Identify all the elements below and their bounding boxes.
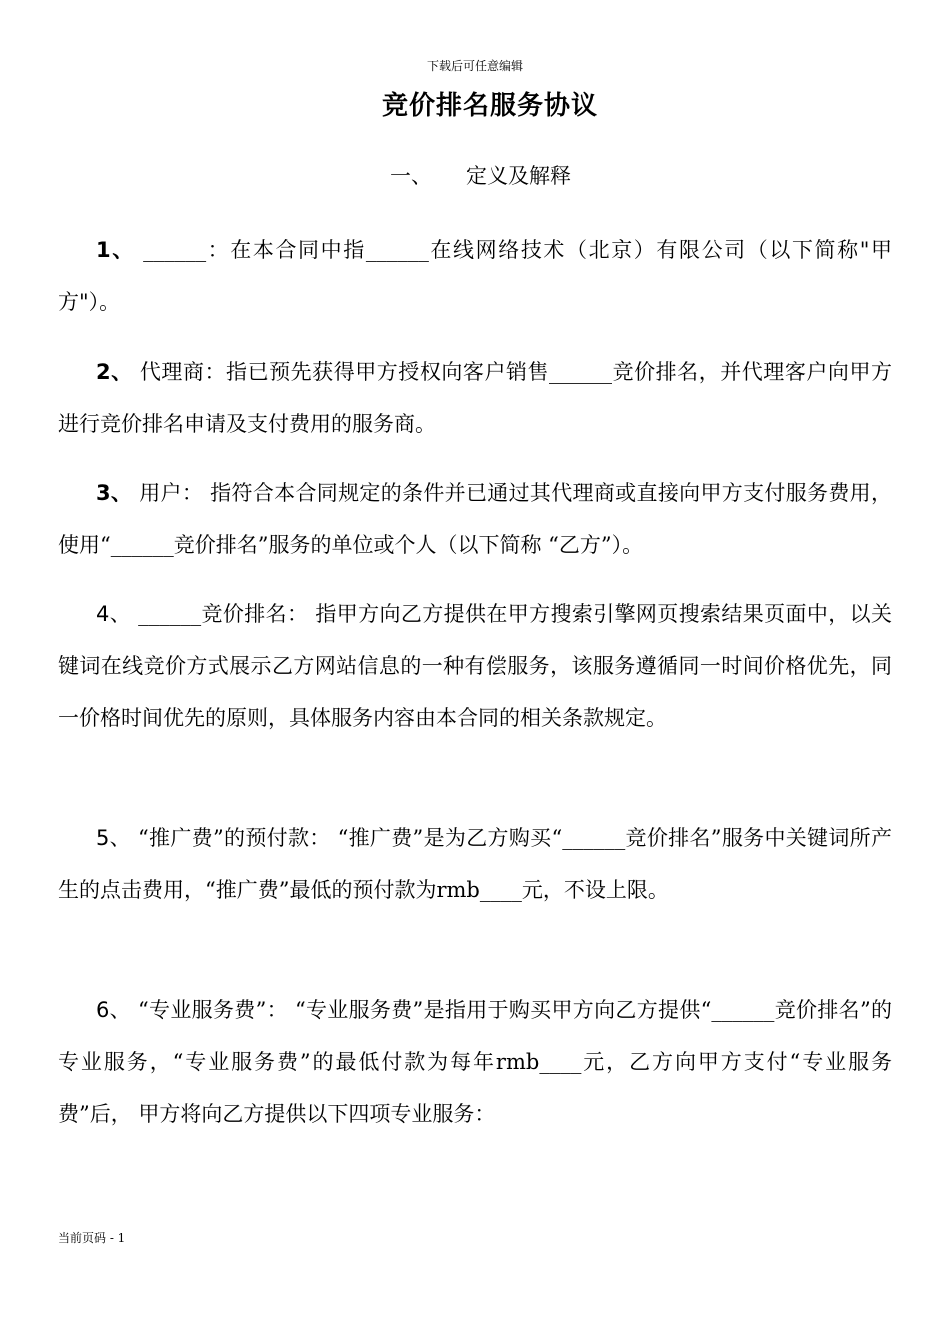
- section-title: 定义及解释: [466, 164, 571, 188]
- clause-number: 4、: [96, 602, 132, 626]
- clause-5: [58, 812, 892, 916]
- clause-number: 1、: [96, 238, 135, 262]
- clause-number: 3、: [96, 481, 133, 505]
- clause-text: ______竞价排名： 指甲方向乙方提供在甲方搜索引擎网页搜索结果页面中，以关键词在线竞价方式展示乙方网站信息的一种有偿服务，该服务遵循同一时间价格优先，同一价格时间优先的原则，具体服务内容由本合同的相关条款规定。: [58, 602, 892, 730]
- clause-4: [58, 588, 892, 744]
- page-number-label: 当前页码 - 1: [58, 1231, 126, 1245]
- clause-text: “专业服务费”： “专业服务费”是指用于购买甲方向乙方提供“______竞价排名”的专业服务，“专业服务费”的最低付款为每年rmb____元，乙方向甲方支付“专业服务费”后， 甲方将向乙方提供以下四项专业服务：: [58, 998, 892, 1126]
- header-note: 下载后可任意编辑: [426, 59, 523, 73]
- document-title: 竞价排名服务协议: [381, 91, 598, 121]
- clause-3: [58, 467, 892, 571]
- clause-text: 用户： 指符合本合同规定的条件并已通过其代理商或直接向甲方支付服务费用，使用“______竞价排名”服务的单位或个人（以下简称 “乙方”）。: [58, 481, 892, 557]
- clause-text: ______：在本合同中指______在线网络技术（北京）有限公司（以下简称"甲方"）。: [58, 238, 892, 314]
- clause-number: 5、: [96, 826, 131, 850]
- clause-number: 6、: [96, 998, 131, 1022]
- section-heading: [390, 160, 571, 192]
- clause-text: “推广费”的预付款： “推广费”是为乙方购买“______竞价排名”服务中关键词所产生的点击费用，“推广费”最低的预付款为rmb____元，不设上限。: [58, 826, 892, 902]
- clause-6: [58, 984, 892, 1140]
- section-number: 一、: [390, 164, 432, 188]
- clause-text: 代理商：指已预先获得甲方授权向客户销售______竞价排名，并代理客户向甲方进行竞价排名申请及支付费用的服务商。: [58, 360, 892, 436]
- clause-number: 2、: [96, 360, 133, 384]
- clause-1: [58, 224, 892, 328]
- clause-2: [58, 346, 892, 450]
